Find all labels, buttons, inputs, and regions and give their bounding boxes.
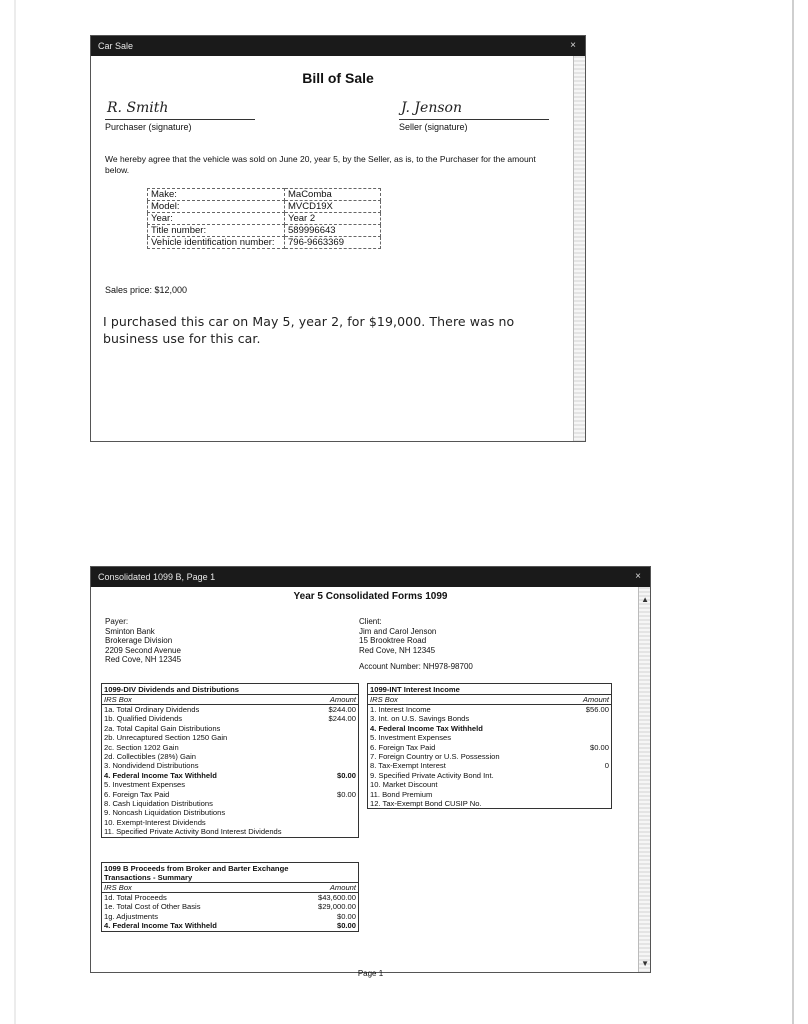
div-box-header	[102, 695, 358, 705]
col-amount: Amount	[582, 695, 609, 704]
form-row-label: 3. Int. on U.S. Savings Bonds	[370, 714, 470, 724]
form-row-amount: $0.00	[336, 921, 356, 931]
form-row	[368, 799, 611, 808]
form-row	[102, 724, 358, 733]
form-row-label: 2a. Total Capital Gain Distributions	[104, 723, 221, 733]
vehicle-value: 589996643	[285, 225, 381, 237]
form-row	[368, 743, 611, 752]
form-row	[368, 771, 611, 780]
scan-edge-right	[792, 0, 794, 1024]
seller-signature-block	[399, 100, 549, 132]
purchaser-signature-block	[105, 100, 255, 132]
form-row-amount: $0.00	[336, 770, 356, 780]
form-row-label: 10. Exempt-Interest Dividends	[104, 817, 206, 827]
form-row-label: 8. Tax-Exempt Interest	[370, 761, 446, 771]
consolidated-1099-window	[90, 566, 651, 978]
form-row-label: 8. Cash Liquidation Distributions	[104, 799, 213, 809]
payer-line: 2209 Second Avenue	[105, 645, 181, 655]
client-address	[359, 617, 436, 655]
form-row-label: 1d. Total Proceeds	[104, 893, 167, 902]
form-row	[102, 780, 358, 789]
consolidated-body	[91, 587, 650, 978]
form-row-label: 11. Specified Private Activity Bond Interest Dividends	[104, 827, 282, 837]
vehicle-value: 796-9663369	[285, 237, 381, 249]
payer-address	[105, 617, 181, 665]
form-row	[102, 912, 358, 921]
b-box-header	[102, 883, 358, 893]
account-number: Account Number: NH978-98700	[359, 662, 473, 671]
form-row	[368, 724, 611, 733]
sales-price: Sales price: $12,000	[105, 285, 188, 295]
vehicle-label: Model:	[148, 201, 285, 213]
int-box-rows	[368, 705, 611, 808]
b-box-title-line: Transactions - Summary	[104, 873, 193, 882]
handwritten-note: I purchased this car on May 5, year 2, for $19,000. There was no business use for this car.	[103, 314, 515, 346]
purchaser-signature: R. Smith	[107, 100, 169, 116]
form-row	[102, 733, 358, 742]
form-row-label: 2c. Section 1202 Gain	[104, 742, 179, 752]
form-row	[368, 733, 611, 742]
form-row-label: 10. Market Discount	[370, 780, 438, 790]
form-row-label: 6. Foreign Tax Paid	[370, 742, 436, 752]
form-row-amount: $0.00	[336, 911, 356, 921]
payer-line: Sminton Bank	[105, 626, 155, 636]
bill-of-sale-window	[90, 35, 586, 442]
vehicle-label: Year:	[148, 213, 285, 225]
col-irs-box: IRS Box	[104, 695, 132, 704]
vehicle-label: Vehicle identification number:	[148, 237, 285, 249]
vehicle-row	[148, 237, 381, 249]
form-row	[368, 761, 611, 770]
form-row	[102, 808, 358, 817]
bill-of-sale-titlebar	[91, 36, 585, 56]
window-title: Car Sale	[98, 41, 134, 51]
scroll-up-icon[interactable]: ▲	[641, 595, 649, 604]
signature-line	[399, 119, 549, 120]
col-amount: Amount	[329, 695, 356, 704]
vehicle-label: Make:	[148, 189, 285, 201]
form-row	[102, 761, 358, 770]
form-row-label: 9. Specified Private Activity Bond Int.	[370, 770, 494, 780]
bill-of-sale-body	[91, 56, 585, 441]
form-row-label: 1e. Total Cost of Other Basis	[104, 902, 201, 912]
form-row-label: 4. Federal Income Tax Withheld	[104, 921, 217, 931]
form-row	[102, 771, 358, 780]
vehicle-table	[147, 188, 381, 249]
form-row-label: 3. Nondividend Distributions	[104, 761, 199, 771]
form-row	[368, 780, 611, 789]
page-title: Bill of Sale	[302, 70, 374, 86]
form-row-label: 1. Interest Income	[370, 705, 431, 714]
form-row	[368, 790, 611, 799]
close-icon[interactable]: ×	[570, 40, 576, 51]
form-row	[102, 827, 358, 836]
int-box-title: 1099-INT Interest Income	[368, 684, 611, 695]
form-row	[368, 752, 611, 761]
seller-signature: J. Jenson	[401, 100, 462, 116]
form-row-label: 1g. Adjustments	[104, 911, 159, 921]
b-box-title	[102, 863, 358, 883]
b-box-title-line: 1099 B Proceeds from Broker and Barter Exchange	[104, 864, 289, 873]
form-row	[102, 893, 358, 902]
form-row-amount: 0	[604, 761, 609, 771]
col-irs-box: IRS Box	[370, 695, 398, 704]
form-row-label: 2b. Unrecaptured Section 1250 Gain	[104, 733, 228, 743]
page-title: Year 5 Consolidated Forms 1099	[293, 591, 448, 602]
form-row-amount: $56.00	[585, 705, 609, 714]
form-row	[368, 714, 611, 723]
form-row-label: 4. Federal Income Tax Withheld	[370, 723, 483, 733]
payer-line: Brokerage Division	[105, 636, 173, 645]
col-irs-box: IRS Box	[104, 883, 132, 892]
vehicle-value: MVCD19X	[285, 201, 381, 213]
page-number: Page 1	[357, 969, 384, 978]
form-row-label: 5. Investment Expenses	[370, 733, 452, 743]
form-row	[102, 705, 358, 714]
form-row-amount: $0.00	[589, 742, 609, 752]
form-row	[102, 818, 358, 827]
client-line: Client:	[359, 617, 382, 626]
div-box	[101, 683, 359, 838]
form-row	[102, 921, 358, 930]
form-row-label: 5. Investment Expenses	[104, 780, 186, 790]
form-row-label: 11. Bond Premium	[370, 789, 433, 799]
client-line: Red Cove, NH 12345	[359, 645, 436, 655]
window-title: Consolidated 1099 B, Page 1	[98, 572, 216, 582]
form-row-label: 9. Noncash Liquidation Distributions	[104, 808, 226, 818]
vehicle-value: MaComba	[285, 189, 381, 201]
client-line: Jim and Carol Jenson	[359, 626, 437, 636]
col-amount: Amount	[329, 883, 356, 892]
signature-line	[105, 119, 255, 120]
form-row-label: 12. Tax-Exempt Bond CUSIP No.	[370, 799, 482, 809]
b-box-rows	[102, 893, 358, 931]
consolidated-titlebar	[91, 567, 650, 587]
vehicle-row	[148, 189, 381, 201]
form-row	[102, 790, 358, 799]
agreement-text: We hereby agree that the vehicle was sold on June 20, year 5, by the Seller, as is, to the Purchaser for the amount below.	[105, 154, 536, 175]
div-box-rows	[102, 705, 358, 837]
form-row-amount: $0.00	[336, 789, 356, 799]
int-box-header	[368, 695, 611, 705]
scrollbar[interactable]	[573, 56, 585, 441]
form-row	[102, 752, 358, 761]
form-row	[102, 743, 358, 752]
form-row-label: 2d. Collectibles (28%) Gain	[104, 752, 197, 762]
form-row-amount: $43,600.00	[317, 893, 356, 902]
payer-line: Payer:	[105, 617, 129, 626]
form-row-amount: $244.00	[328, 705, 356, 714]
form-row-amount: $244.00	[328, 714, 356, 724]
int-box	[367, 683, 612, 809]
vehicle-row	[148, 225, 381, 237]
scroll-down-icon[interactable]: ▼	[641, 959, 649, 968]
form-row-label: 7. Foreign Country or U.S. Possession	[370, 752, 500, 762]
form-row-label: 1b. Qualified Dividends	[104, 714, 183, 724]
form-row-label: 1a. Total Ordinary Dividends	[104, 705, 200, 714]
seller-label: Seller (signature)	[399, 122, 468, 132]
form-row-label: 4. Federal Income Tax Withheld	[104, 770, 217, 780]
vehicle-value: Year 2	[285, 213, 381, 225]
vehicle-label: Title number:	[148, 225, 285, 237]
vehicle-row	[148, 201, 381, 213]
form-row	[368, 705, 611, 714]
scrollbar[interactable]	[638, 587, 650, 972]
form-row-label: 6. Foreign Tax Paid	[104, 789, 170, 799]
form-row	[102, 799, 358, 808]
vehicle-row	[148, 213, 381, 225]
form-row	[102, 902, 358, 911]
purchaser-label: Purchaser (signature)	[105, 122, 192, 132]
div-box-title: 1099-DIV Dividends and Distributions	[102, 684, 358, 695]
scan-edge-left	[14, 0, 16, 1024]
form-row-amount: $29,000.00	[317, 902, 356, 912]
b-box	[101, 862, 359, 932]
payer-line: Red Cove, NH 12345	[105, 655, 182, 664]
client-line: 15 Brooktree Road	[359, 636, 427, 645]
close-icon[interactable]: ×	[635, 571, 641, 582]
form-row	[102, 714, 358, 723]
